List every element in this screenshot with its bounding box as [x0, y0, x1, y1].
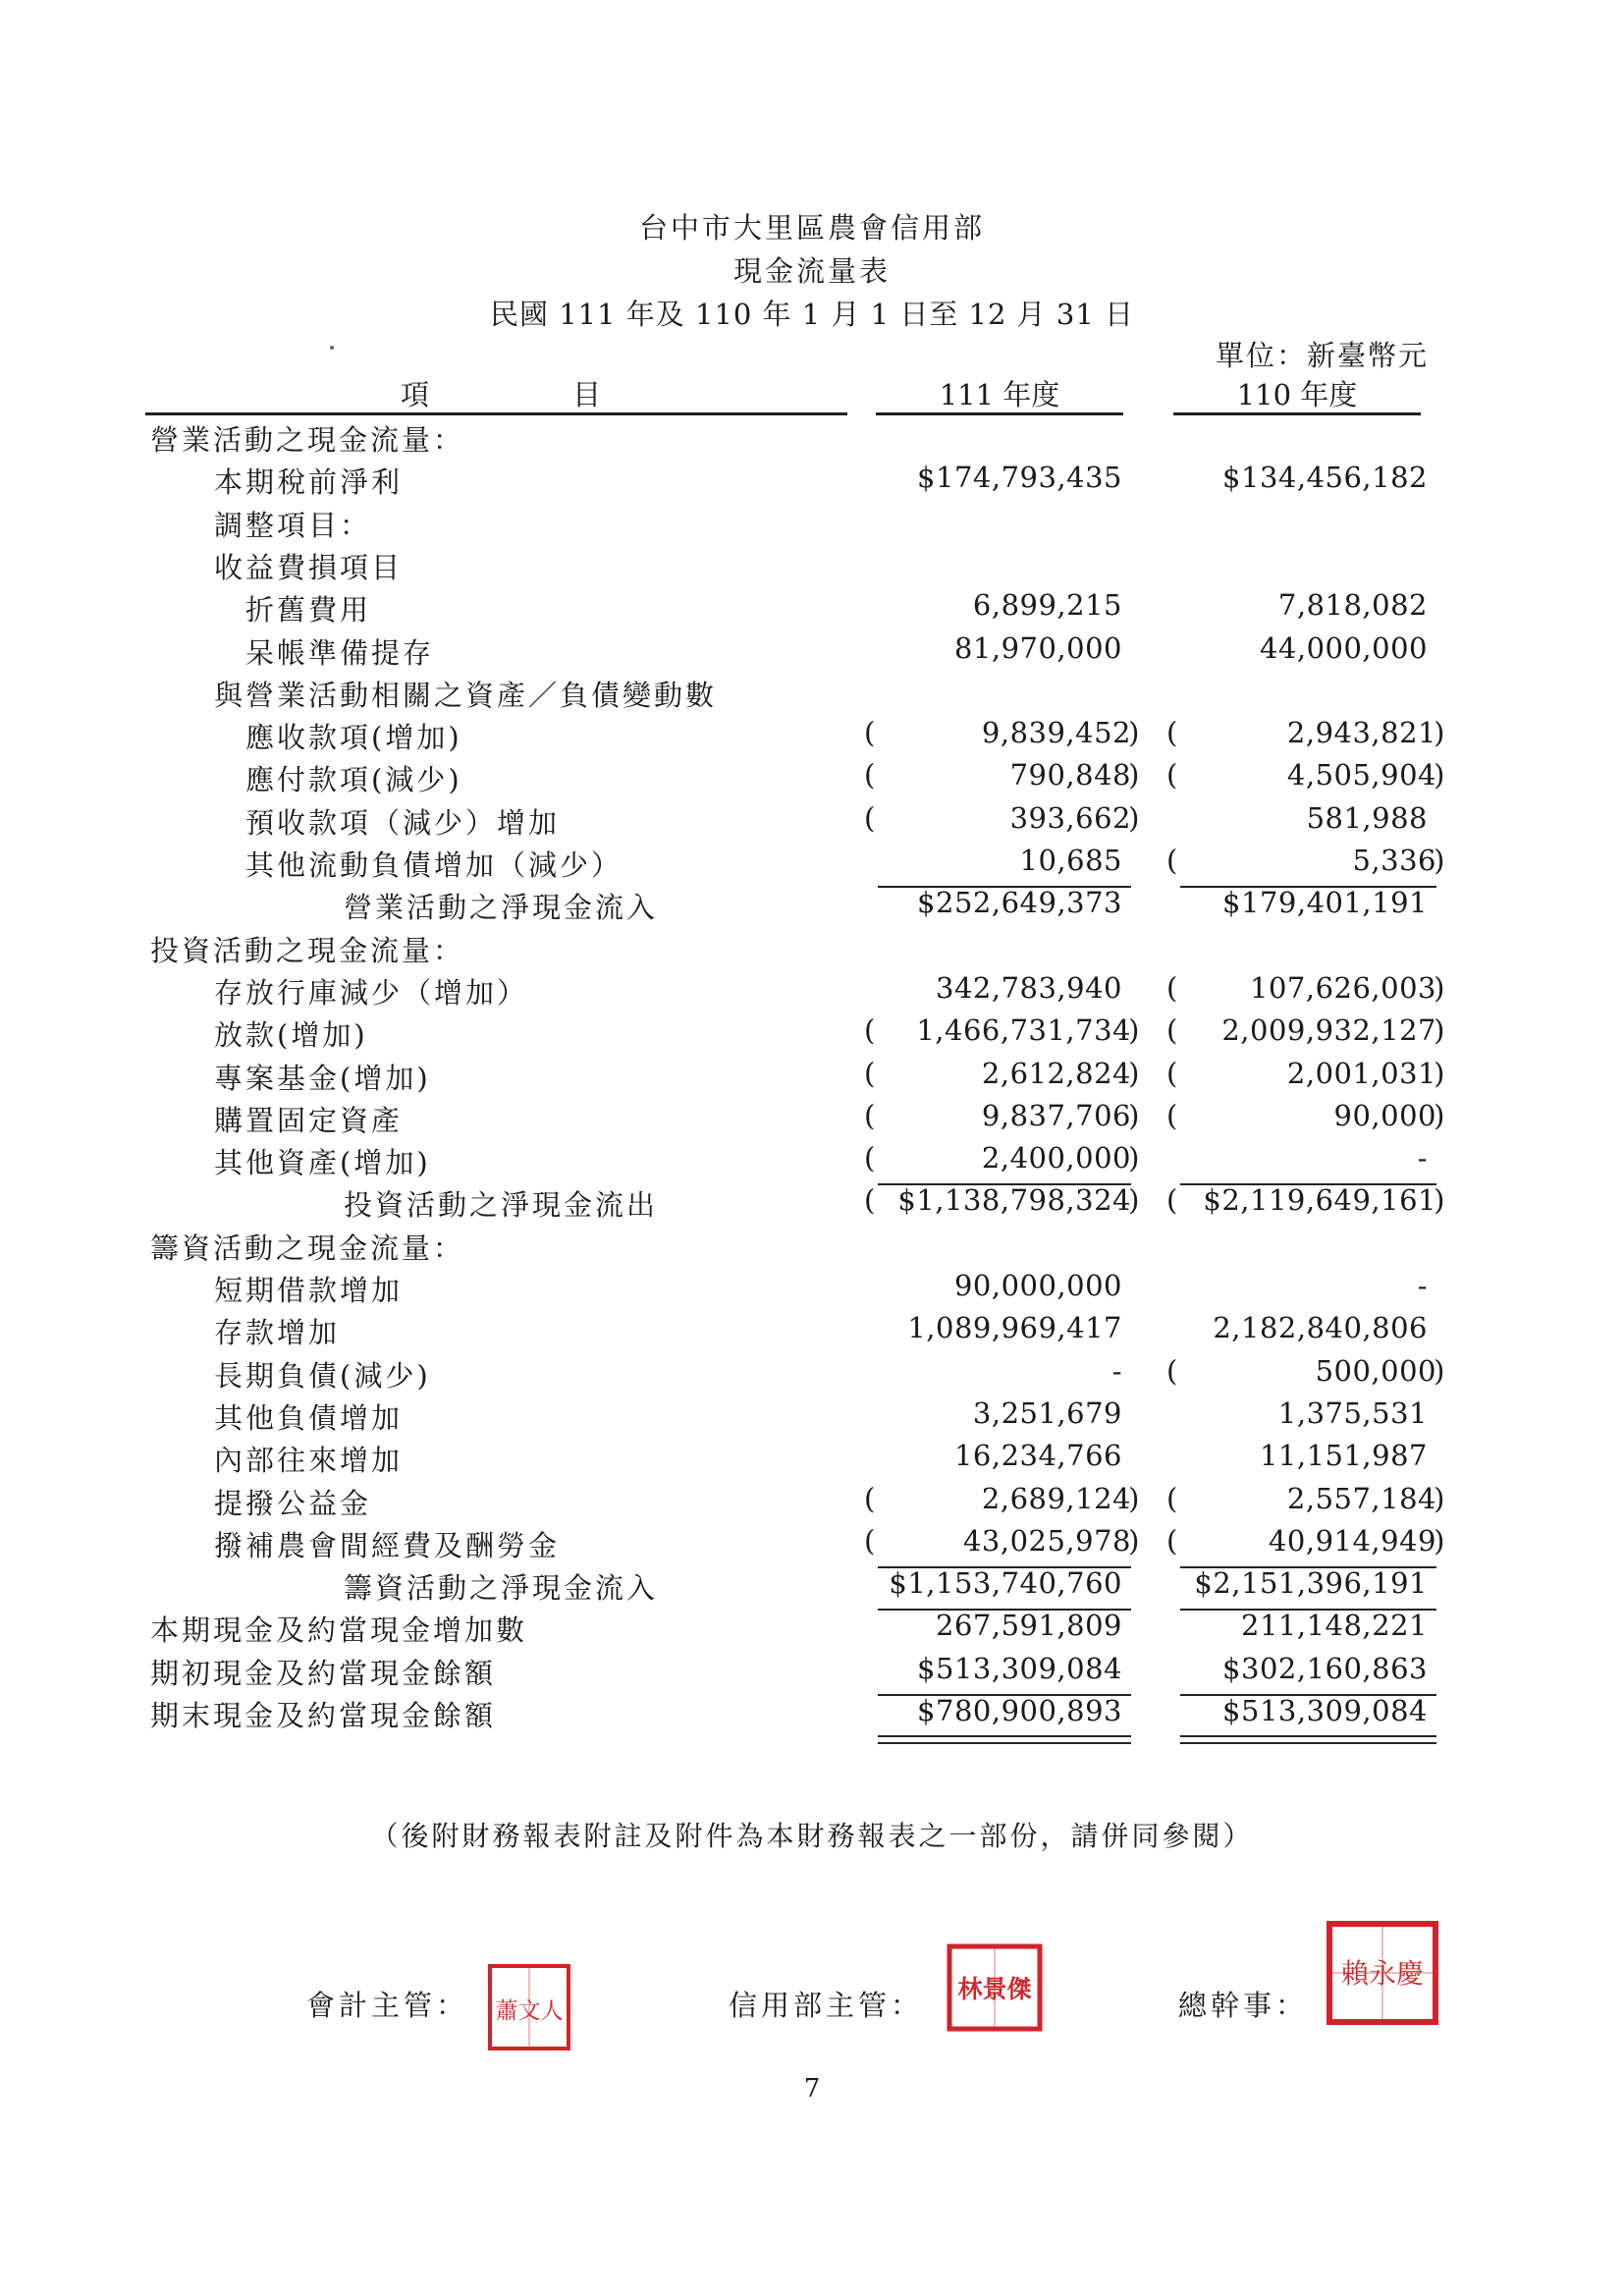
- organization-name: 台中市大里區農會信用部: [638, 211, 985, 245]
- negative-open-paren: (: [864, 1141, 876, 1175]
- year-110-value-cell: [1166, 1482, 1445, 1521]
- year-111-value: $513,309,084: [917, 1652, 1122, 1685]
- negative-open-paren: (: [1166, 1482, 1178, 1515]
- table-row: [0, 929, 1624, 971]
- table-row: [0, 674, 1624, 716]
- table-row: [0, 1269, 1624, 1311]
- year-111-value-cell: [864, 716, 1140, 755]
- table-row: [0, 1099, 1624, 1141]
- year-110-value-cell: [1166, 1141, 1436, 1180]
- year-111-value: 1,466,731,734: [916, 1013, 1131, 1047]
- year-111-value-cell: [864, 1439, 1131, 1478]
- year-111-value: -: [1111, 1354, 1122, 1388]
- negative-close-paren: ): [1128, 1013, 1140, 1047]
- year-110-value-cell: [1166, 886, 1436, 925]
- total-double-underline: [1180, 1735, 1436, 1744]
- row-label: 折舊費用: [245, 593, 372, 627]
- negative-open-paren: (: [864, 1013, 876, 1047]
- table-row: [0, 1013, 1624, 1056]
- negative-open-paren: (: [1166, 1354, 1178, 1388]
- year-110-value-cell: [1166, 1057, 1445, 1096]
- year-111-value-cell: [864, 1609, 1131, 1648]
- year-111-value-cell: [864, 1311, 1131, 1350]
- row-label: 其他負債增加: [214, 1401, 404, 1435]
- year-110-value: 107,626,003: [1250, 971, 1436, 1005]
- row-label: 與營業活動相關之資產／負債變動數: [214, 679, 718, 712]
- row-label: 存放行庫減少（增加）: [214, 976, 529, 1010]
- negative-close-paren: ): [1434, 716, 1445, 749]
- year-110-value-cell: [1166, 1354, 1445, 1394]
- year-110-value: 2,001,031: [1286, 1057, 1436, 1090]
- item-header-char-1: 項: [401, 378, 430, 411]
- row-label: 應付款項(減少): [245, 763, 462, 796]
- negative-open-paren: (: [1166, 1183, 1178, 1217]
- negative-open-paren: (: [864, 1099, 876, 1132]
- year-111-value: 393,662: [1009, 801, 1131, 835]
- row-label: 呆帳準備提存: [245, 636, 435, 670]
- year-111-value: 1,089,969,417: [907, 1311, 1122, 1344]
- year-111-value-cell: [864, 1099, 1140, 1138]
- year-110-value: $302,160,863: [1222, 1652, 1428, 1685]
- general-manager-seal-text: 賴永慶: [1340, 1957, 1425, 1990]
- year-111-value-cell: [864, 801, 1140, 841]
- row-label: 營業活動之現金流量：: [150, 423, 465, 457]
- row-label: 撥補農會間經費及酬勞金: [214, 1529, 561, 1562]
- table-row: [0, 588, 1624, 630]
- table-row: [0, 1057, 1624, 1099]
- table-row: [0, 1694, 1624, 1736]
- year-110-value: 40,914,949: [1268, 1524, 1436, 1558]
- year-110-value: -: [1417, 1141, 1428, 1175]
- negative-open-paren: (: [1166, 971, 1178, 1005]
- year-111-value-cell: [864, 1183, 1140, 1223]
- year-111-value: $1,138,798,324: [897, 1183, 1131, 1217]
- table-row: [0, 844, 1624, 886]
- year-110-value-cell: [1166, 1609, 1436, 1648]
- table-row: [0, 546, 1624, 588]
- accounting-seal-text: 蕭文人: [495, 1998, 564, 2024]
- year-110-value-cell: [1166, 588, 1436, 628]
- negative-close-paren: ): [1434, 1482, 1445, 1515]
- row-label: 購置固定資產: [214, 1104, 404, 1137]
- year-110-value-cell: [1166, 1652, 1436, 1691]
- year-111-value-cell: [864, 886, 1131, 925]
- year-111-value: $252,649,373: [917, 886, 1122, 919]
- row-label: 內部往來增加: [214, 1444, 404, 1477]
- item-header-char-2: 目: [572, 378, 602, 411]
- negative-close-paren: ): [1434, 1099, 1445, 1132]
- year-110-column-header: 110 年度: [1173, 373, 1421, 415]
- row-label: 專案基金(增加): [214, 1062, 431, 1095]
- year-110-value: 581,988: [1306, 801, 1428, 835]
- year-111-value-cell: [864, 1057, 1140, 1096]
- year-111-value-cell: [864, 1269, 1131, 1308]
- table-row: [0, 418, 1624, 461]
- negative-close-paren: ): [1128, 1099, 1140, 1132]
- year-110-value-cell: [1166, 1396, 1436, 1436]
- credit-manager-seal-text: 林景傑: [957, 1975, 1032, 2003]
- negative-close-paren: ): [1434, 1183, 1445, 1217]
- general-manager-seal: [1326, 1920, 1439, 2026]
- negative-open-paren: (: [864, 1183, 876, 1217]
- year-111-value: 16,234,766: [953, 1439, 1122, 1472]
- year-111-column-header: 111 年度: [876, 373, 1123, 415]
- year-110-value-cell: [1166, 1439, 1436, 1478]
- year-110-value-cell: [1166, 758, 1445, 797]
- negative-close-paren: ): [1128, 801, 1140, 835]
- row-label: 籌資活動之淨現金流入: [344, 1571, 659, 1605]
- year-111-value-cell: [864, 461, 1131, 500]
- year-111-value-cell: [864, 1141, 1140, 1180]
- year-111-value: 2,400,000: [981, 1141, 1131, 1175]
- table-row: [0, 971, 1624, 1013]
- year-111-value: 790,848: [1009, 758, 1131, 792]
- year-111-value-cell: [864, 1566, 1131, 1606]
- year-110-value: 5,336: [1352, 844, 1436, 877]
- table-row: [0, 461, 1624, 503]
- year-111-value-cell: [864, 1482, 1140, 1521]
- year-110-value-cell: [1166, 971, 1445, 1011]
- table-row: [0, 1311, 1624, 1353]
- negative-open-paren: (: [1166, 1057, 1178, 1090]
- currency-unit: 單位：新臺幣元: [1215, 339, 1429, 372]
- year-111-value: 9,837,706: [981, 1099, 1131, 1132]
- row-label: 應收款項(增加): [245, 721, 462, 754]
- table-row: [0, 1354, 1624, 1396]
- item-column-header: [145, 373, 847, 415]
- year-111-value: 6,899,215: [972, 588, 1122, 622]
- year-111-value-cell: [864, 1396, 1131, 1436]
- row-label: 本期現金及約當現金增加數: [150, 1613, 528, 1647]
- year-111-value-cell: [864, 1354, 1131, 1394]
- row-label: 調整項目：: [214, 509, 372, 542]
- row-label: 預收款項（減少）增加: [245, 806, 561, 840]
- table-row: [0, 1439, 1624, 1481]
- year-110-value-cell: [1166, 1183, 1445, 1223]
- footnote: （後附財務報表附註及附件為本財務報表之一部份，請併同參閱）: [370, 1820, 1254, 1852]
- row-label: 籌資活動之現金流量：: [150, 1231, 465, 1265]
- year-110-value: 44,000,000: [1259, 631, 1428, 665]
- year-110-value: 211,148,221: [1241, 1609, 1428, 1642]
- year-110-value: $134,456,182: [1222, 461, 1428, 494]
- year-110-value-cell: [1166, 844, 1445, 883]
- negative-close-paren: ): [1128, 758, 1140, 792]
- row-label: 本期稅前淨利: [214, 465, 404, 499]
- statement-period: 民國 111 年及 110 年 1 月 1 日至 12 月 31 日: [489, 298, 1135, 331]
- negative-open-paren: (: [1166, 1013, 1178, 1047]
- year-110-value-cell: [1166, 461, 1436, 500]
- table-row: [0, 1396, 1624, 1439]
- table-row: [0, 801, 1624, 844]
- year-110-value: 11,151,987: [1259, 1439, 1428, 1472]
- table-row: [0, 1183, 1624, 1226]
- table-row: [0, 1524, 1624, 1566]
- negative-open-paren: (: [1166, 758, 1178, 792]
- row-label: 投資活動之現金流量：: [150, 934, 465, 967]
- row-label: 短期借款增加: [214, 1274, 404, 1307]
- year-111-value-cell: [864, 1652, 1131, 1691]
- negative-close-paren: ): [1434, 758, 1445, 792]
- accounting-seal: [486, 1962, 572, 2052]
- year-110-value-cell: [1166, 1311, 1436, 1350]
- year-111-value: $174,793,435: [917, 461, 1122, 494]
- scan-speck: [330, 346, 334, 350]
- table-row: [0, 716, 1624, 758]
- accounting-supervisor-label: 會計主管：: [306, 1989, 469, 2022]
- year-111-value: $1,153,740,760: [889, 1566, 1122, 1600]
- year-110-value-cell: [1166, 1566, 1436, 1606]
- negative-close-paren: ): [1128, 716, 1140, 749]
- row-label: 投資活動之淨現金流出: [344, 1188, 659, 1222]
- negative-open-paren: (: [864, 1482, 876, 1515]
- table-row: [0, 1609, 1624, 1651]
- negative-open-paren: (: [864, 801, 876, 835]
- year-110-value-cell: [1166, 801, 1436, 841]
- credit-manager-label: 信用部主管：: [729, 1989, 924, 2022]
- year-111-value: 81,970,000: [953, 631, 1122, 665]
- row-label: 其他流動負債增加（減少）: [245, 848, 623, 882]
- negative-close-paren: ): [1434, 971, 1445, 1005]
- year-111-value: 90,000,000: [953, 1269, 1122, 1302]
- negative-close-paren: ): [1128, 1482, 1140, 1515]
- negative-open-paren: (: [864, 1057, 876, 1090]
- negative-close-paren: ): [1434, 1354, 1445, 1388]
- negative-close-paren: ): [1128, 1183, 1140, 1217]
- table-row: [0, 758, 1624, 800]
- year-110-value: 2,009,932,127: [1221, 1013, 1436, 1047]
- year-110-value: $2,119,649,161: [1203, 1183, 1436, 1217]
- year-111-value-cell: [864, 588, 1131, 628]
- year-110-value-cell: [1166, 1694, 1436, 1733]
- row-label: 提撥公益金: [214, 1487, 372, 1520]
- year-111-value-cell: [864, 971, 1131, 1011]
- table-row: [0, 1566, 1624, 1609]
- year-111-value: 43,025,978: [962, 1524, 1131, 1558]
- negative-close-paren: ): [1128, 1524, 1140, 1558]
- negative-open-paren: (: [864, 716, 876, 749]
- general-manager-label: 總幹事：: [1178, 1989, 1309, 2022]
- row-label: 營業活動之淨現金流入: [344, 891, 659, 924]
- year-111-value: 2,689,124: [981, 1482, 1131, 1515]
- negative-open-paren: (: [864, 758, 876, 792]
- year-110-value: 2,182,840,806: [1213, 1311, 1428, 1344]
- row-label: 其他資產(增加): [214, 1146, 431, 1179]
- year-110-value: 2,557,184: [1286, 1482, 1436, 1515]
- year-111-value: 3,251,679: [972, 1396, 1122, 1430]
- year-111-value: 267,591,809: [936, 1609, 1122, 1642]
- negative-close-paren: ): [1128, 1057, 1140, 1090]
- year-110-value-cell: [1166, 1524, 1445, 1563]
- negative-close-paren: ): [1434, 1524, 1445, 1558]
- year-111-value-cell: [864, 844, 1131, 883]
- total-double-underline: [878, 1735, 1131, 1744]
- year-110-value-cell: [1166, 1099, 1445, 1138]
- year-111-value: 10,685: [1019, 844, 1122, 877]
- year-110-value: $179,401,191: [1222, 886, 1428, 919]
- table-row: [0, 1141, 1624, 1183]
- year-110-value: 500,000: [1315, 1354, 1436, 1388]
- year-111-value-cell: [864, 1694, 1131, 1733]
- year-111-value-cell: [864, 1524, 1140, 1563]
- year-111-value-cell: [864, 631, 1131, 671]
- table-row: [0, 1482, 1624, 1524]
- negative-open-paren: (: [1166, 716, 1178, 749]
- table-row: [0, 631, 1624, 674]
- row-label: 長期負債(減少): [214, 1359, 431, 1393]
- year-111-value-cell: [864, 758, 1140, 797]
- row-label: 存款增加: [214, 1316, 341, 1349]
- year-110-value: $2,151,396,191: [1194, 1566, 1428, 1600]
- row-label: 放款(增加): [214, 1018, 368, 1052]
- negative-close-paren: ): [1434, 1013, 1445, 1047]
- year-110-value-cell: [1166, 631, 1436, 671]
- negative-open-paren: (: [864, 1524, 876, 1558]
- row-label: 期初現金及約當現金餘額: [150, 1657, 497, 1690]
- table-row: [0, 1652, 1624, 1694]
- year-110-value: $513,309,084: [1222, 1694, 1428, 1727]
- table-row: [0, 886, 1624, 928]
- year-110-value: -: [1417, 1269, 1428, 1302]
- negative-open-paren: (: [1166, 1099, 1178, 1132]
- negative-open-paren: (: [1166, 1524, 1178, 1558]
- credit-manager-seal: [946, 1942, 1044, 2033]
- negative-close-paren: ): [1434, 844, 1445, 877]
- year-110-value-cell: [1166, 716, 1445, 755]
- negative-close-paren: ): [1434, 1057, 1445, 1090]
- year-111-value: 342,783,940: [936, 971, 1122, 1005]
- year-110-value-cell: [1166, 1013, 1445, 1053]
- year-110-value: 7,818,082: [1277, 588, 1428, 622]
- year-110-value: 2,943,821: [1286, 716, 1436, 749]
- table-row: [0, 504, 1624, 546]
- negative-close-paren: ): [1128, 1141, 1140, 1175]
- year-111-value-cell: [864, 1013, 1140, 1053]
- table-row: [0, 1227, 1624, 1269]
- year-110-value: 90,000: [1333, 1099, 1436, 1132]
- year-111-value: 9,839,452: [981, 716, 1131, 749]
- year-110-value: 1,375,531: [1277, 1396, 1428, 1430]
- year-111-value: 2,612,824: [981, 1057, 1131, 1090]
- statement-title: 現金流量表: [732, 254, 891, 288]
- row-label: 期末現金及約當現金餘額: [150, 1699, 497, 1732]
- negative-open-paren: (: [1166, 844, 1178, 877]
- year-110-value-cell: [1166, 1269, 1436, 1308]
- row-label: 收益費損項目: [214, 551, 404, 584]
- year-110-value: 4,505,904: [1286, 758, 1436, 792]
- year-111-value: $780,900,893: [917, 1694, 1122, 1727]
- page-number: 7: [803, 2074, 821, 2104]
